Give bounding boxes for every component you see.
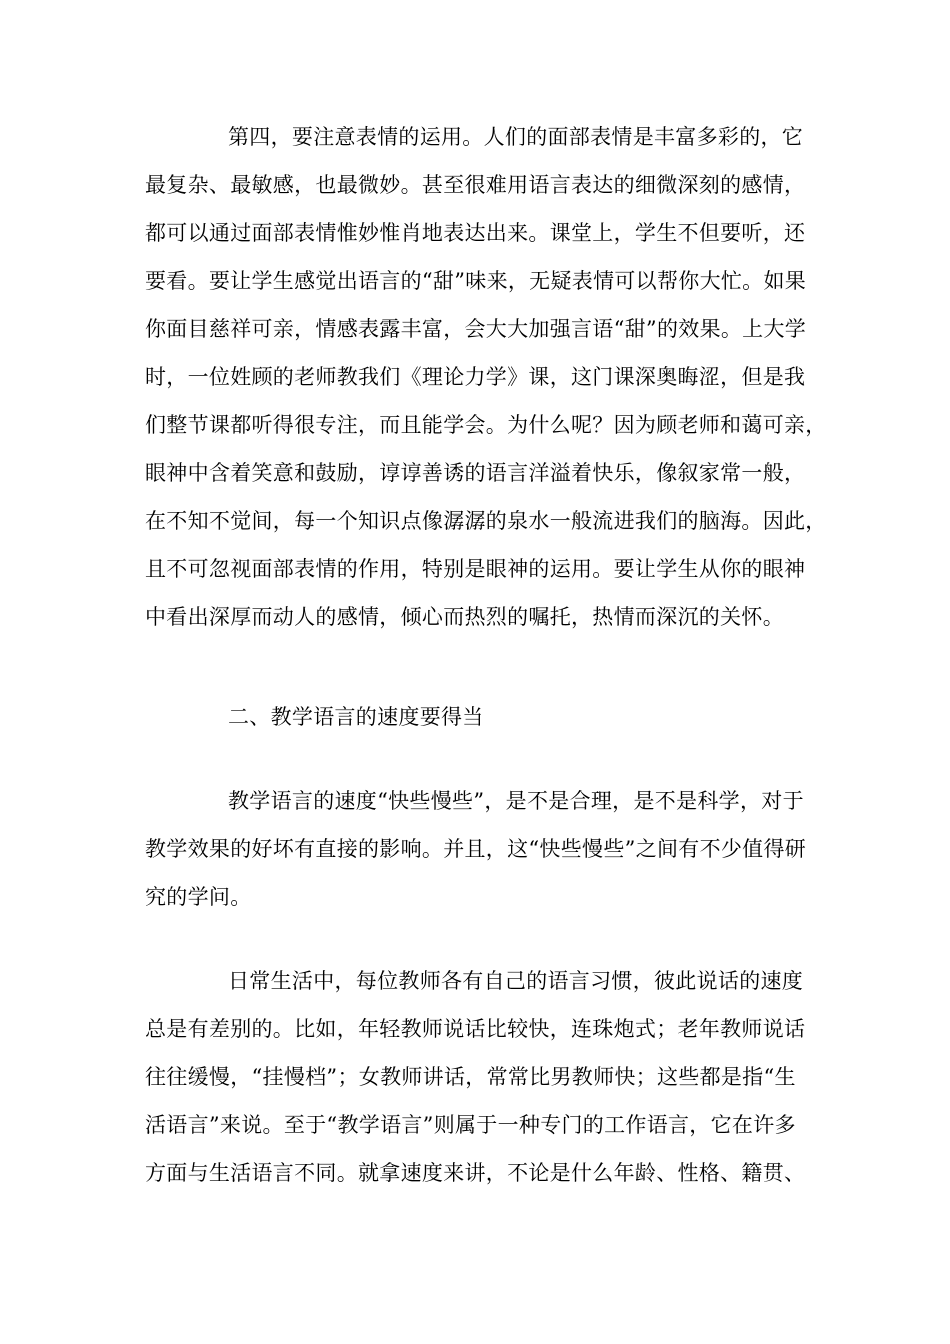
- paragraph-line: 都可以通过面部表情惟妙惟肖地表达出来。课堂上，学生不但要听，还: [145, 221, 806, 245]
- paragraph-line: 往往缓慢，“挂慢档”；女教师讲话，常常比男教师快；这些都是指“生: [145, 1065, 796, 1089]
- paragraph-line: 时，一位姓顾的老师教我们《理论力学》课，这门课深奥晦涩，但是我: [145, 365, 806, 389]
- paragraph-line: 且不可忽视面部表情的作用，特别是眼神的运用。要让学生从你的眼神: [145, 557, 806, 581]
- paragraph-line: 们整节课都听得很专注，而且能学会。为什么呢？因为顾老师和蔼可亲，: [145, 413, 827, 437]
- paragraph-line: 中看出深厚而动人的感情，倾心而热烈的嘱托，热情而深沉的关怀。: [145, 605, 784, 629]
- paragraph-line: 方面与生活语言不同。就拿速度来讲，不论是什么年龄、性格、籍贯、: [145, 1161, 806, 1185]
- paragraph-line: 活语言”来说。至于“教学语言”则属于一种专门的工作语言，它在许多: [145, 1113, 796, 1137]
- paragraph-line: 在不知不觉间，每一个知识点像潺潺的泉水一般流进我们的脑海。因此，: [145, 509, 827, 533]
- paragraph-line: 教学效果的好坏有直接的影响。并且，这“快些慢些”之间有不少值得研: [145, 837, 807, 861]
- paragraph-line: 日常生活中，每位教师各有自己的语言习惯，彼此说话的速度: [228, 969, 804, 993]
- paragraph-line: 第四，要注意表情的运用。人们的面部表情是丰富多彩的，它: [228, 125, 804, 149]
- paragraph-line: 教学语言的速度“快些慢些”，是不是合理，是不是科学，对于: [228, 789, 804, 813]
- paragraph-line: 最复杂、最敏感，也最微妙。甚至很难用语言表达的细微深刻的感情，: [145, 173, 806, 197]
- paragraph-line: 要看。要让学生感觉出语言的“甜”味来，无疑表情可以帮你大忙。如果: [145, 269, 807, 293]
- paragraph-line: 究的学问。: [145, 885, 252, 909]
- paragraph-line: 你面目慈祥可亲，情感表露丰富，会大大加强言语“甜”的效果。上大学: [145, 317, 807, 341]
- paragraph-line: 眼神中含着笑意和鼓励，谆谆善诱的语言洋溢着快乐，像叙家常一般，: [145, 461, 806, 485]
- paragraph-line: 总是有差别的。比如，年轻教师说话比较快，连珠炮式；老年教师说话: [145, 1017, 806, 1041]
- section-heading: 二、教学语言的速度要得当: [228, 705, 484, 729]
